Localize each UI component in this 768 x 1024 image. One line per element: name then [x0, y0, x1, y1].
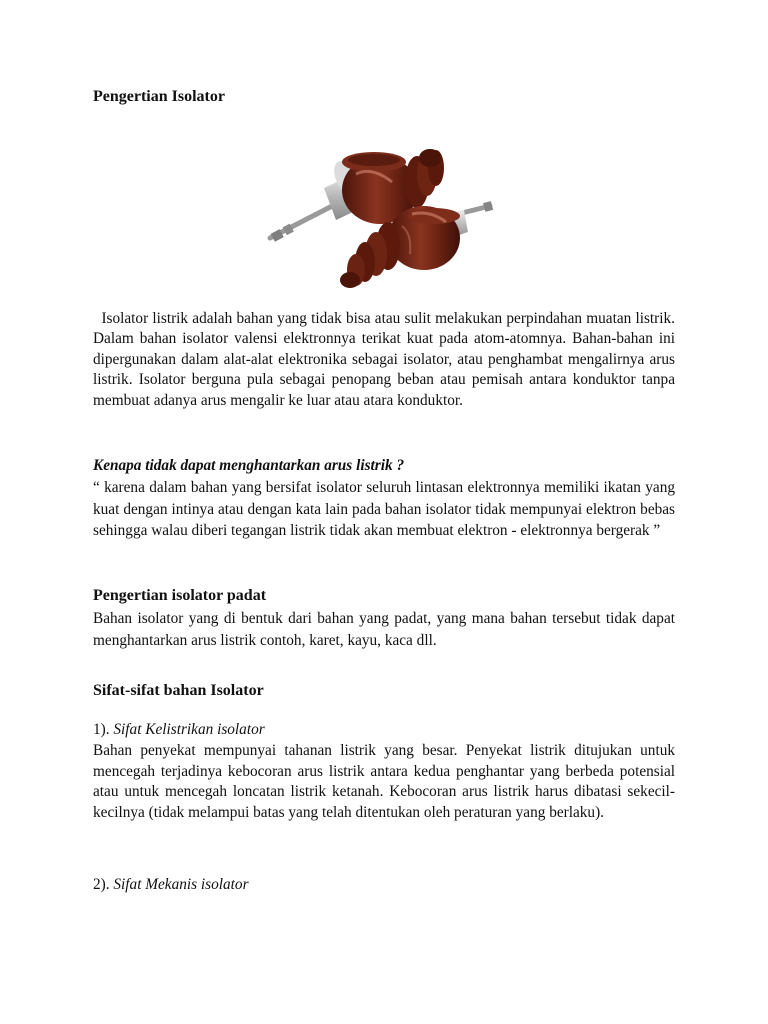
page-title: Pengertian Isolator: [93, 88, 225, 105]
list-item-2-number: 2).: [93, 876, 114, 893]
padat-paragraph: Bahan isolator yang di bentuk dari bahan yang padat, yang mana bahan tersebut tidak dapat menghantarkan arus listrik contoh, karet, kayu, kaca dll.: [93, 610, 675, 649]
list-item-1-heading: [93, 720, 675, 740]
intro-paragraph: Isolator listrik adalah bahan yang tidak bisa atau sulit melakukan perpindahan muatan listrik. Dalam bahan isolator valensi elektronnya terikat kuat pada atom-atomnya. Bahan-bahan ini dipergunakan dalam alat-alat elektronika sebagai isolator, atau penghambat mengalirnya arus listrik. Isolator berguna pula sebagai penopang beban atau pemisah antara konduktor tanpa membuat adanya arus mengalir ke luar atau atara konduktor.: [93, 310, 675, 409]
list-item-1-title: Sifat Kelistrikan isolator: [113, 721, 265, 738]
section-heading-sifat: Sifat-sifat bahan Isolator: [93, 682, 264, 699]
answer-paragraph: “ karena dalam bahan yang bersifat isolator seluruh lintasan elektronnya memiliki ikatan yang kuat dengan intinya atau dengan kata lain pada bahan isolator tidak mempunyai elektron bebas sehingga walau diberi tegangan listrik tidak akan membuat elektron - elektronnya bergerak ”: [93, 479, 675, 540]
list-item-2-title: Sifat Mekanis isolator: [113, 876, 249, 893]
list-item-1-number: 1).: [93, 721, 114, 738]
question-heading: Kenapa tidak dapat menghantarkan arus listrik ?: [93, 457, 405, 474]
insulator-photo: [262, 130, 498, 298]
section-heading-padat: Pengertian isolator padat: [93, 587, 267, 604]
insulator-illustration: [262, 130, 498, 298]
list-item-1-paragraph: Bahan penyekat mempunyai tahanan listrik yang besar. Penyekat listrik ditujukan untuk mencegah terjadinya kebocoran arus listrik antara kedua penghantar yang berbeda potensial atau untuk mencegah loncatan listrik ketanah. Kebocoran arus listrik harus dibatasi sekecil-kecilnya (tidak melampui batas yang telah ditentukan oleh peraturan yang berlaku).: [93, 742, 675, 821]
list-item-2-heading: [93, 875, 675, 895]
